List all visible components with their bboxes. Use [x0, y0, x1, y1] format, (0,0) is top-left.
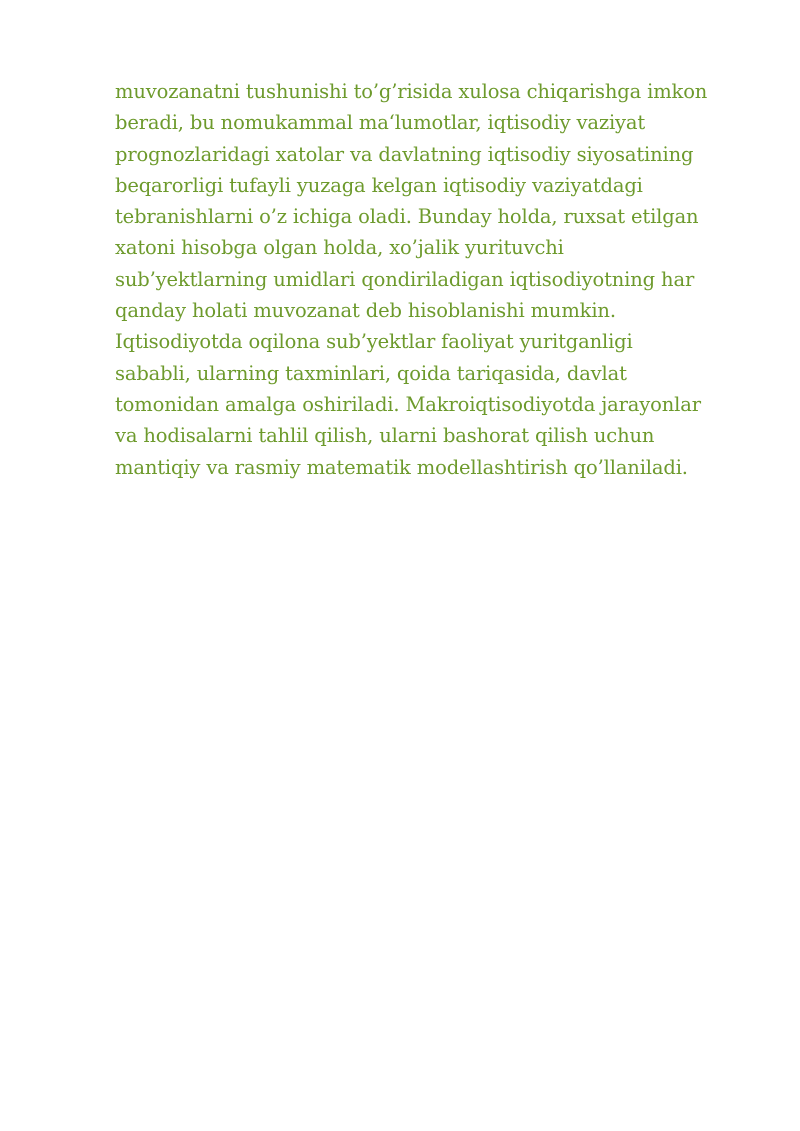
text-line: xatoni hisobga olgan holda, xo’jalik yurituvchi	[115, 236, 564, 260]
text-line: va hodisalarni tahlil qilish, ularni bashorat qilish uchun	[115, 424, 655, 448]
text-line: prognozlaridagi xatolar va davlatning iqtisodiy siyosatining	[115, 142, 694, 166]
text-line: tebranishlarni o’z ichiga oladi. Bunday holda, ruxsat etilgan	[115, 205, 699, 229]
text-line: mantiqiy va rasmiy matematik modellashtirish qo’llaniladi.	[115, 455, 688, 479]
text-line: beradi, bu nomukammal ma‘lumotlar, iqtisodiy vaziyat	[115, 111, 646, 135]
text-line: qanday holati muvozanat deb hisoblanishi mumkin.	[115, 299, 616, 323]
text-line: sub’yektlarning umidlari qondiriladigan iqtisodiyotning har	[115, 267, 695, 291]
text-line: Iqtisodiyotda oqilona sub’yektlar faoliyat yuritganligi	[115, 330, 633, 354]
text-line: tomonidan amalga oshiriladi. Makroiqtisodiyotda jarayonlar	[115, 392, 701, 416]
text-line: sababli, ularning taxminlari, qoida tariqasida, davlat	[115, 361, 627, 385]
body-paragraph	[115, 76, 755, 483]
text-line: muvozanatni tushunishi to’g’risida xulosa chiqarishga imkon	[115, 80, 708, 103]
text-line: beqarorligi tufayli yuzaga kelgan iqtisodiy vaziyatdagi	[115, 173, 643, 197]
